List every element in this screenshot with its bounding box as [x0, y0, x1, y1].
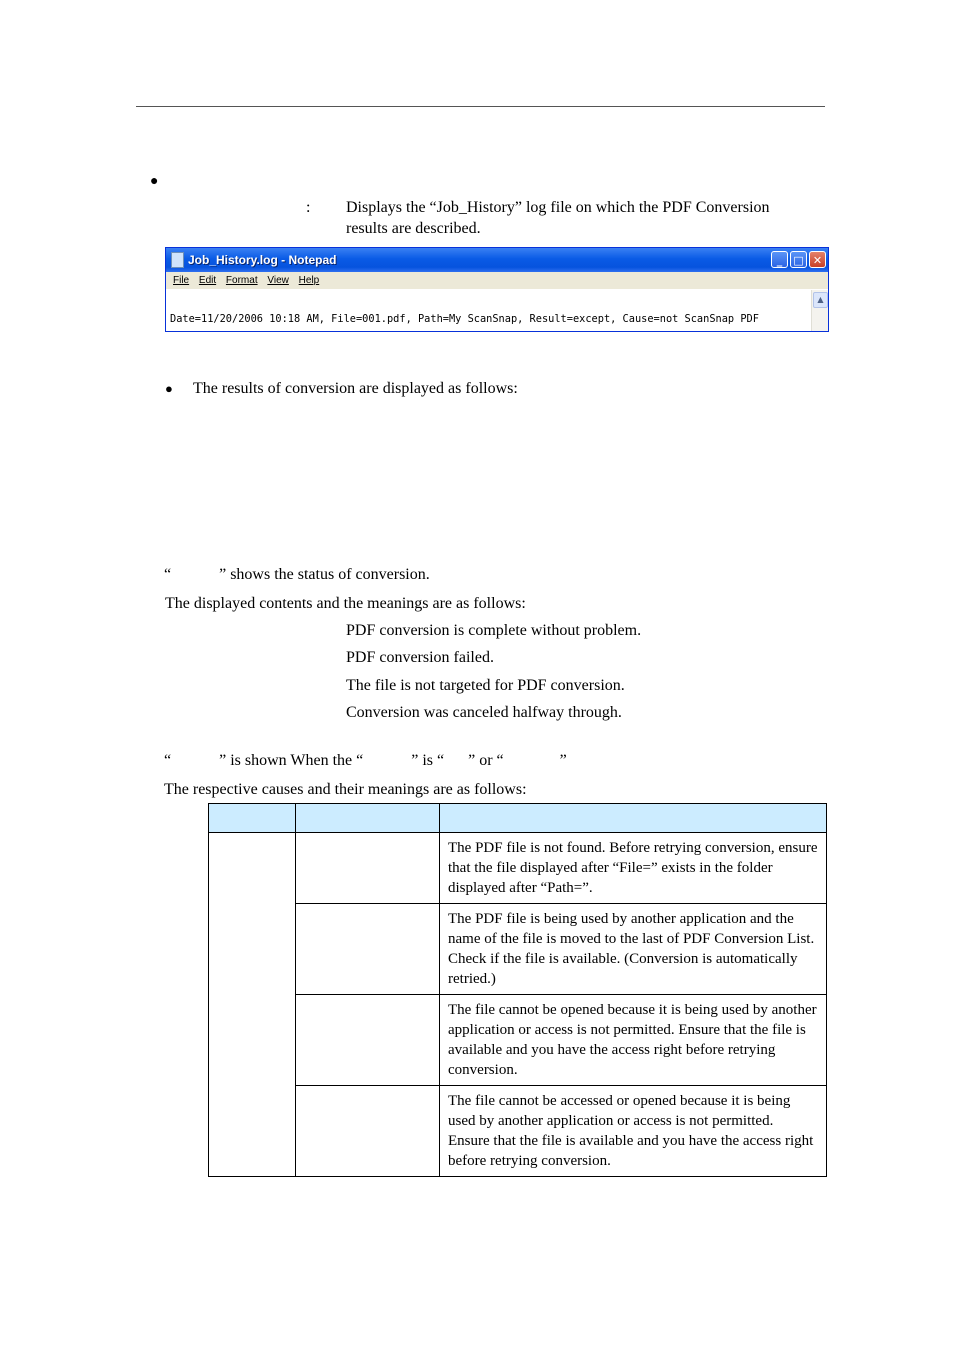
results-note: The results of conversion are displayed as follows: [193, 380, 518, 397]
table-row [209, 1086, 827, 1177]
notepad-app-icon [171, 252, 184, 268]
table-cell-description: The PDF file is being used by another application and the name of the file is moved to the last of PDF Conversion List. Check if the file is available. (Conversion is automatically retried.) [440, 904, 827, 995]
table-merged-cell [209, 833, 296, 1177]
status-meaning-ok: PDF conversion is complete without problem. [346, 622, 642, 639]
table-cell-description: The PDF file is not found. Before retrying conversion, ensure that the file displayed after “File=” exists in the folder displayed after “Path=”. [440, 833, 827, 904]
table-cell [296, 833, 440, 904]
table-row [209, 833, 827, 904]
table-header-cell [296, 804, 440, 833]
vertical-scrollbar[interactable] [811, 290, 828, 331]
intro-description-line2: results are described. [346, 220, 481, 237]
table-cell [296, 904, 440, 995]
menu-format[interactable]: Format [225, 275, 258, 286]
status-line: “ ” shows the status of conversion. [164, 566, 430, 583]
notepad-titlebar [166, 248, 828, 272]
status-meaning-failed: PDF conversion failed. [346, 649, 494, 666]
table-cell [296, 995, 440, 1086]
table-header-cell [209, 804, 296, 833]
bullet-marker: ● [150, 174, 159, 189]
scroll-up-icon[interactable]: ▲ [813, 292, 828, 308]
status-intro: The displayed contents and the meanings are as follows: [165, 595, 526, 612]
menu-edit[interactable]: Edit [198, 275, 217, 286]
table-row [209, 995, 827, 1086]
close-button[interactable]: ✕ [809, 251, 826, 268]
menu-file[interactable]: File [173, 275, 190, 286]
intro-colon: : [306, 199, 311, 216]
cause-line: “ ” is shown When the “ ” is “ ” or “ ” [164, 752, 567, 769]
log-line-1: Date=11/20/2006 10:18 AM, File=001.pdf, Path=My ScanSnap, Result=except, Cause=not ScanSnap PDF [170, 313, 759, 325]
notepad-text-area[interactable] [170, 292, 810, 331]
status-meaning-canceled: Conversion was canceled halfway through. [346, 704, 622, 721]
table-header-row [209, 804, 827, 833]
table-cell-description: The file cannot be opened because it is being used by another application or access is not permitted. Ensure that the file is available and you have the access right before retrying conversion. [440, 995, 827, 1086]
minimize-button[interactable]: _ [771, 251, 788, 268]
notepad-menubar [166, 272, 828, 289]
menu-help[interactable]: Help [298, 275, 320, 286]
table-header-cell [440, 804, 827, 833]
table-cell [296, 1086, 440, 1177]
notepad-title: Job_History.log - Notepad [188, 253, 337, 267]
menu-view[interactable]: View [267, 275, 289, 286]
maximize-button[interactable]: □ [790, 251, 807, 268]
table-row [209, 904, 827, 995]
table-cell-description: The file cannot be accessed or opened because it is being used by another application or access is not permitted. Ensure that the file is available and you have the access right before retrying conversion. [440, 1086, 827, 1177]
cause-intro: The respective causes and their meanings are as follows: [164, 781, 527, 798]
status-meaning-except: The file is not targeted for PDF conversion. [346, 677, 625, 694]
notepad-window [165, 247, 829, 332]
results-bullet: ● [165, 381, 173, 396]
header-rule [136, 106, 825, 107]
causes-table [208, 803, 827, 1177]
intro-description-line1: Displays the “Job_History” log file on which the PDF Conversion [346, 199, 770, 216]
